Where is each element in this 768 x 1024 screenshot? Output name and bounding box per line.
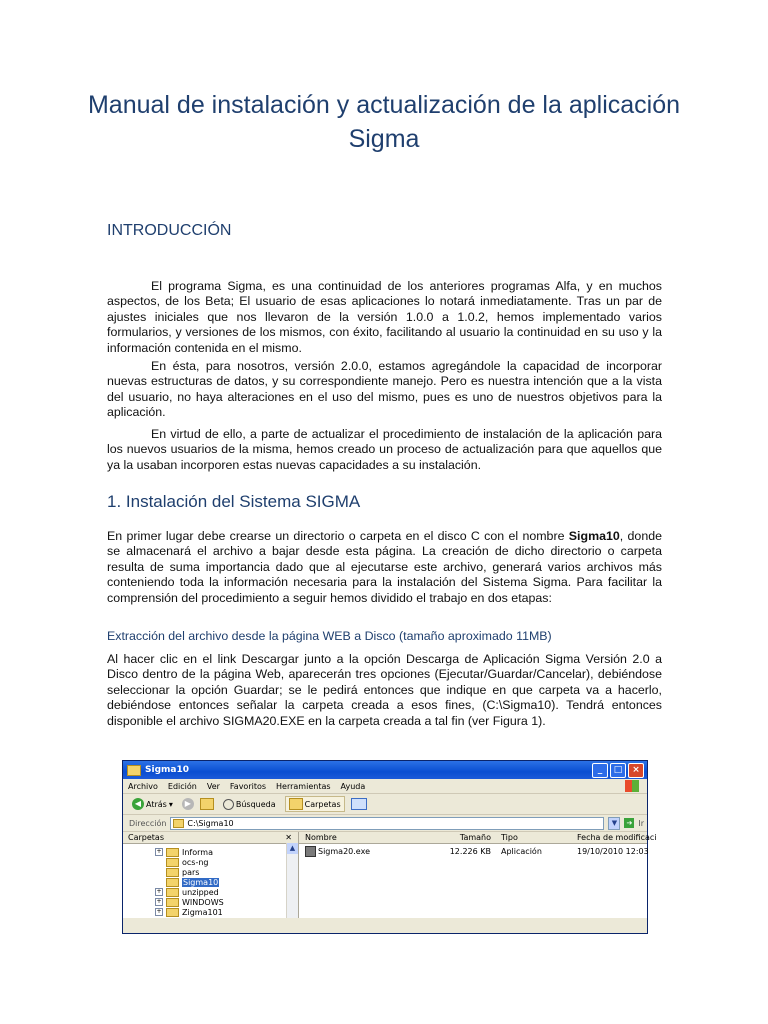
expand-icon[interactable]: + [156, 908, 162, 915]
address-value: C:\Sigma10 [187, 818, 234, 828]
explorer-panes [123, 832, 657, 918]
column-type[interactable]: Tipo [501, 833, 518, 842]
menu-archivo[interactable]: Archivo [128, 781, 158, 791]
folders-button[interactable] [285, 796, 345, 812]
window-title: Sigma10 [145, 765, 189, 775]
s1-text-post: , donde se almacenará el archivo a bajar desde esta página. La creación de dicho directorio o carpeta resulta de suma importancia dado que al ejecutarse este archivo, generará varios archivos más conteniendo toda la información necesaria para la instalación del Sistema Sigma. Para facilitar la comprensión del procedimiento a seguir hemos dividido el trabajo en dos etapas: [107, 529, 662, 605]
section-1-paragraph-1 [107, 529, 662, 606]
windows-logo-icon [625, 780, 639, 792]
expand-icon[interactable]: + [156, 888, 162, 895]
back-button[interactable] [129, 797, 176, 811]
folders-pane-title: Carpetas [128, 833, 164, 842]
intro-paragraph-1: El programa Sigma, es una continuidad de los anteriores programas Alfa, y en muchos aspectos, de los Beta; El usuario de esas aplicaciones lo notará inmediatamente. Tras un par de ajustes iniciales que nos llevaron de la versión 1.0.0 a 1.0.2, hemos implementado varios formularios, y versiones de los mismos, con éxito, facilitando al usuario la continuidad en su uso y la información contenida en el mismo. [107, 279, 662, 355]
folder-icon [166, 888, 179, 897]
go-label[interactable]: Ir [638, 818, 645, 828]
folders-icon [289, 798, 303, 810]
close-pane-icon[interactable]: ✕ [285, 833, 292, 842]
s1-text-pre: En primer lugar debe crearse un directorio o carpeta en el disco C con el nombre [107, 529, 569, 543]
menu-ver[interactable]: Ver [206, 781, 220, 791]
back-label: Atrás [146, 799, 167, 809]
menu-edicion[interactable]: Edición [167, 781, 197, 791]
column-date[interactable]: Fecha de modificaci [577, 833, 657, 842]
tree-item-label-selected: Sigma10 [183, 877, 219, 887]
section-1-paragraph-2: Al hacer clic en el link Descargar junto a la opción Descarga de Aplicación Sigma Versión 2.0 a Disco dentro de la página Web, aparecerán tres opciones (Ejecutar/Guardar/Cancelar), debiéndose seleccionar la opción Guardar; se le pedirá entonces que indique en que carpeta va a hacerlo, debiéndose entonces señalar la carpeta creada a esos fines, (C:\Sigma10). Tendrá entonces disponible el archivo SIGMA20.EXE en la carpeta creada a tal fin (ver Figura 1). [107, 652, 662, 728]
folders-pane [123, 832, 299, 918]
files-pane [299, 832, 657, 918]
tree-item-pars[interactable] [155, 867, 298, 877]
file-type: Aplicación [501, 847, 542, 856]
column-headers [299, 832, 657, 844]
file-name-cell [299, 846, 425, 857]
back-arrow-icon: ◀ [132, 798, 144, 810]
close-button[interactable]: × [628, 763, 644, 778]
address-dropdown-button[interactable]: ▼ [608, 817, 620, 830]
menu-favoritos[interactable]: Favoritos [229, 781, 267, 791]
folders-pane-header [123, 832, 298, 844]
tree-item-label: Zigma101 [182, 907, 223, 917]
file-date: 19/10/2010 12:03 [577, 847, 649, 856]
folder-tree [123, 844, 298, 917]
address-input[interactable] [170, 817, 604, 830]
tree-item-label: pars [182, 867, 200, 877]
folder-icon [173, 819, 184, 828]
folder-icon [166, 898, 179, 907]
views-icon[interactable] [351, 798, 367, 810]
file-row[interactable] [299, 846, 647, 857]
folder-icon [127, 765, 141, 776]
expand-icon[interactable]: + [156, 848, 162, 855]
explorer-screenshot [122, 760, 657, 934]
subsection-heading: Extracción del archivo desde la página WEB a Disco (tamaño aproximado 11MB) [107, 629, 552, 643]
tree-item-label: Informa [182, 847, 213, 857]
folder-icon [166, 868, 179, 877]
chevron-down-icon: ▾ [168, 799, 173, 809]
file-size: 12.226 KB [449, 847, 491, 856]
menu-ayuda[interactable]: Ayuda [340, 781, 366, 791]
forward-arrow-icon[interactable]: ▶ [182, 798, 194, 810]
go-arrow-icon[interactable]: ➔ [624, 818, 634, 828]
search-icon [223, 799, 234, 810]
exe-file-icon [305, 846, 316, 857]
tree-item-unzipped[interactable] [155, 887, 298, 897]
window-titlebar[interactable] [123, 761, 647, 779]
toolbar [123, 794, 647, 815]
folder-open-icon [166, 878, 179, 887]
address-label: Dirección [129, 818, 167, 828]
menu-bar [123, 779, 647, 794]
tree-item-zigma101[interactable] [155, 907, 298, 917]
tree-item-label: unzipped [182, 887, 219, 897]
document-title: Manual de instalación y actualización de la aplicación Sigma [87, 91, 681, 153]
folder-icon [166, 848, 179, 857]
intro-paragraph-3: En virtud de ello, a parte de actualizar el procedimiento de instalación de la aplicación para los nuevos usuarios de la misma, hemos creado un proceso de actualización para que aquellos que ya la usaban incorporen estas nuevas capacidades a su instalación. [107, 427, 662, 472]
folder-name-bold: Sigma10 [568, 529, 620, 543]
tree-item-windows[interactable] [155, 897, 298, 907]
tree-item-label: WINDOWS [182, 897, 224, 907]
section-1-heading: 1. Instalación del Sistema SIGMA [107, 492, 361, 511]
expand-icon[interactable]: + [156, 898, 162, 905]
folders-scrollbar[interactable] [286, 843, 298, 918]
file-name: Sigma20.exe [318, 847, 370, 856]
column-name[interactable]: Nombre [305, 833, 337, 842]
folder-icon [166, 858, 179, 867]
folders-label: Carpetas [304, 799, 341, 809]
intro-paragraph-2: En ésta, para nosotros, versión 2.0.0, estamos agregándole la capacidad de incorporar nuevas estructuras de datos, y su correspondiente manejo. Pero es nuestra intención que a la vista del usuario, no haya alteraciones en el uso del mismo, pues es uno de nuestros objetivos para la aplicación. [107, 359, 662, 420]
scroll-up-icon[interactable]: ▲ [287, 843, 298, 854]
address-bar [123, 815, 647, 832]
window-controls [592, 763, 644, 778]
menu-herramientas[interactable]: Herramientas [276, 781, 331, 791]
tree-item-label: ocs-ng [182, 857, 209, 867]
maximize-button[interactable]: □ [610, 763, 626, 778]
minimize-button[interactable]: _ [592, 763, 608, 778]
search-button[interactable] [220, 798, 279, 811]
intro-heading: INTRODUCCIÓN [107, 222, 232, 239]
up-folder-icon[interactable] [200, 798, 214, 810]
tree-item-ocs-ng[interactable] [155, 857, 298, 867]
folder-icon [166, 908, 179, 917]
search-label: Búsqueda [235, 799, 276, 809]
column-size[interactable]: Tamaño [459, 833, 491, 842]
tree-item-sigma10[interactable] [155, 877, 298, 887]
tree-item-informa[interactable] [155, 847, 298, 857]
